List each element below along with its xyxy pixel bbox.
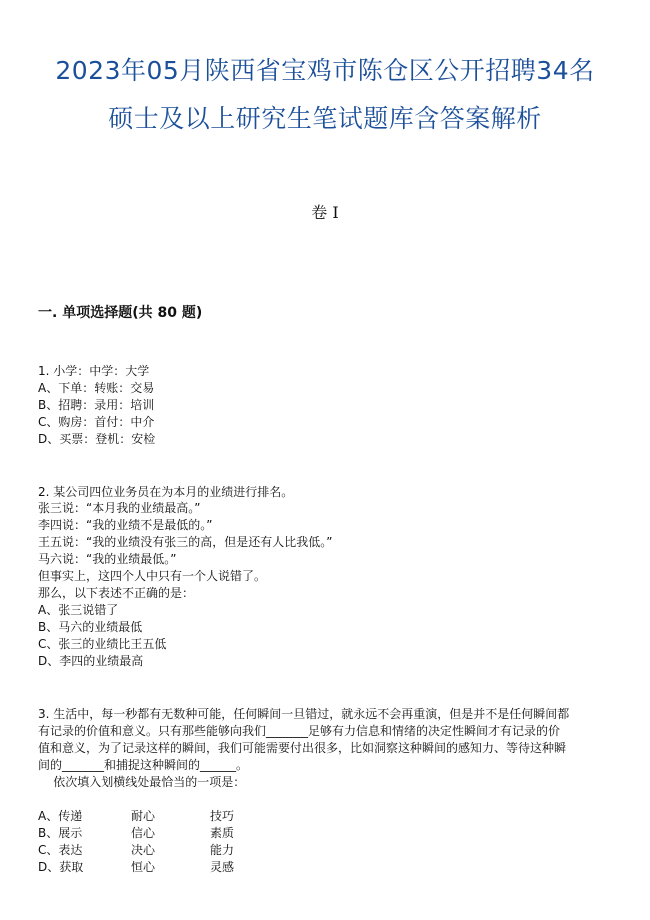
question-2-statement-zhangsan: 张三说：“本月我的业绩最高。” — [38, 501, 201, 515]
question-3-prompt: 依次填入划横线处最恰当的一项是： — [38, 775, 246, 789]
option-b-word-3: 素质 — [210, 826, 235, 840]
question-3-text-line-1: 3. 生活中，每一秒都有无数种可能，任何瞬间一旦错过，就永远不会再重演，但是并不是任何瞬间都 — [38, 707, 570, 721]
question-1-option-c: C、购房：首付：中介 — [38, 415, 155, 429]
question-3-option-a — [38, 808, 234, 824]
question-2-statement-lisi: 李四说：“我的业绩不是最低的。” — [38, 518, 213, 532]
section-heading: 一. 单项选择题(共 80 题) — [38, 305, 203, 321]
question-2-option-a: A、张三说错了 — [38, 603, 119, 617]
option-c-word-3: 能力 — [210, 843, 235, 857]
option-b-word-1: B、展示 — [38, 826, 83, 840]
option-d-word-1: D、获取 — [38, 860, 84, 874]
document-title-line-1: 2023年05月陕西省宝鸡市陈仓区公开招聘34名 — [55, 56, 595, 85]
volume-heading: 卷 I — [311, 203, 339, 222]
question-2-statement-maliu: 马六说：“我的业绩最低。” — [38, 552, 177, 566]
option-d-word-3: 灵感 — [210, 860, 235, 874]
option-c-word-1: C、表达 — [38, 843, 83, 857]
question-2-option-d: D、李四的业绩最高 — [38, 654, 144, 668]
question-1-option-b: B、招聘：录用：培训 — [38, 398, 155, 412]
option-d-word-2: 恒心 — [131, 860, 156, 874]
question-3-option-d — [38, 859, 234, 875]
question-2-condition: 但事实上，这四个人中只有一个人说错了。 — [38, 569, 267, 583]
option-a-word-2: 耐心 — [131, 809, 156, 823]
question-2-prompt: 那么，以下表述不正确的是： — [38, 586, 195, 600]
question-2-statement-wangwu: 王五说：“我的业绩没有张三的高，但是还有人比我低。” — [38, 535, 333, 549]
question-2-option-b: B、马六的业绩最低 — [38, 620, 143, 634]
question-3-text-line-2: 有记录的价值和意义。只有那些能够向我们_______足够有力信息和情绪的决定性瞬间才有记录的价 — [38, 724, 561, 738]
option-c-word-2: 决心 — [131, 843, 156, 857]
question-1-option-d: D、买票：登机：安检 — [38, 432, 156, 446]
question-2-stem: 2. 某公司四位业务员在为本月的业绩进行排名。 — [38, 485, 294, 499]
question-1-stem: 1. 小学：中学：大学 — [38, 364, 150, 378]
document-title-line-2: 硕士及以上研究生笔试题库含答案解析 — [108, 104, 542, 133]
question-3-text-line-4: 间的_______和捕捉这种瞬间的______。 — [38, 758, 249, 772]
question-3-option-c — [38, 842, 234, 858]
question-3-option-b — [38, 825, 234, 841]
option-a-word-3: 技巧 — [210, 809, 235, 823]
question-3-text-line-3: 值和意义，为了记录这样的瞬间，我们可能需要付出很多，比如洞察这种瞬间的感知力、等待这种瞬 — [38, 741, 567, 755]
question-2-option-c: C、张三的业绩比王五低 — [38, 637, 167, 651]
option-b-word-2: 信心 — [131, 826, 156, 840]
option-a-word-1: A、传递 — [38, 809, 83, 823]
question-1-option-a: A、下单：转账：交易 — [38, 381, 155, 395]
